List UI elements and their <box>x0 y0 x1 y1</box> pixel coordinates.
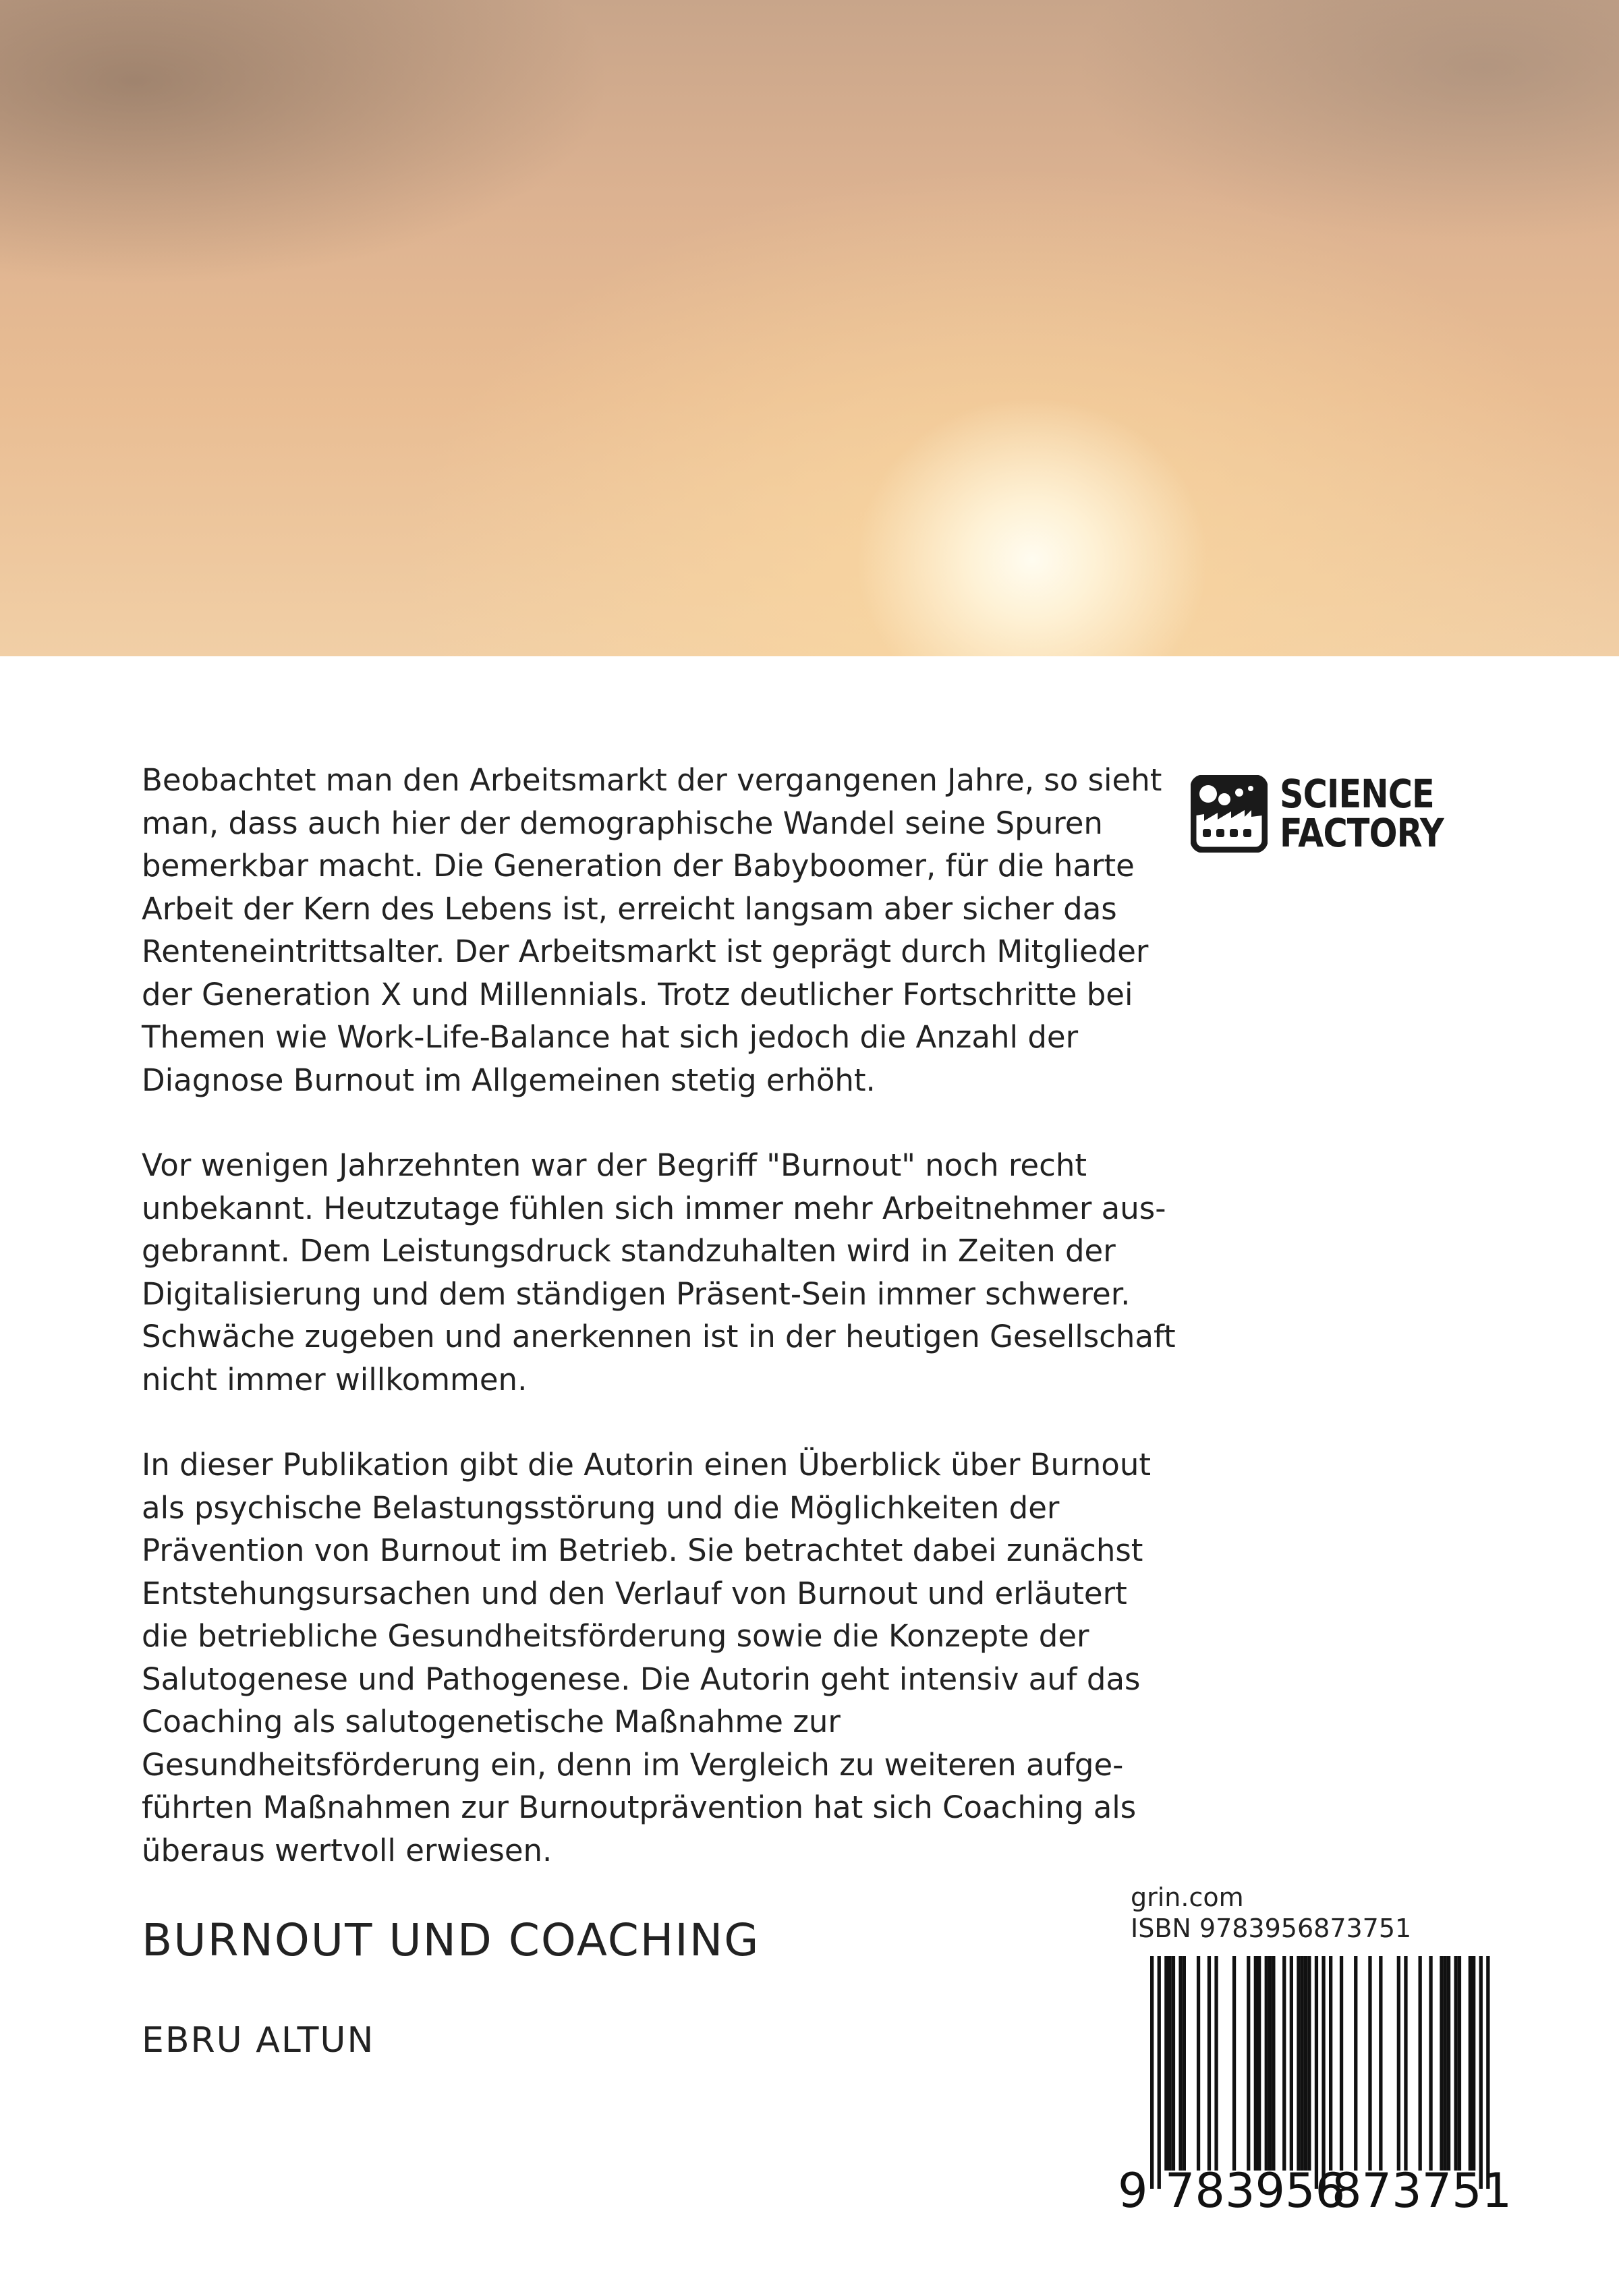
blurb-line: gebrannt. Dem Leistungsdruck standzuhalten wird in Zeiten der <box>142 1233 1116 1269</box>
blurb-line: Schwäche zugeben und anerkennen ist in der heutigen Gesellschaft <box>142 1319 1176 1354</box>
blurb-line: die betriebliche Gesundheitsförderung sowie die Konzepte der <box>142 1618 1089 1654</box>
barcode-bar <box>1168 1956 1172 2171</box>
blurb-line: der Generation X und Millennials. Trotz deutlicher Fortschritte bei <box>142 976 1133 1012</box>
blurb-line: Digitalisierung und dem ständigen Präsent-Sein immer schwerer. <box>142 1275 1131 1312</box>
barcode-bar <box>1404 1956 1407 2171</box>
barcode-bar <box>1254 1956 1257 2171</box>
barcode-bar <box>1158 1956 1161 2189</box>
barcode-bar <box>1307 1956 1311 2171</box>
blurb-line: nicht immer willkommen. <box>142 1361 528 1398</box>
barcode-bar <box>1265 1956 1268 2171</box>
logo-text-line2: FACTORY <box>1280 810 1444 856</box>
barcode-digits: 783956 <box>1164 2163 1346 2218</box>
barcode-bar <box>1397 1956 1400 2171</box>
barcode-bar <box>1447 1956 1450 2171</box>
blurb-paragraph <box>142 1144 1176 1401</box>
barcode-bar <box>1458 1956 1461 2171</box>
blurb-line: führten Maßnahmen zur Burnoutprävention hat sich Coaching als <box>142 1789 1137 1825</box>
book-title: BURNOUT UND COACHING <box>142 1914 760 1966</box>
blurb-line: Coaching als salutogenetische Maßnahme zur <box>142 1704 841 1740</box>
blurb-line: Prävention von Burnout im Betrieb. Sie betrachtet dabei zunächst <box>142 1532 1143 1568</box>
barcode-bar <box>1329 1956 1332 2171</box>
barcode-bar <box>1469 1956 1472 2171</box>
blurb-paragraph <box>142 759 1162 1101</box>
barcode-bar <box>1301 1956 1304 2171</box>
barcode-bar <box>1282 1956 1286 2171</box>
blurb-line: Beobachtet man den Arbeitsmarkt der vergangenen Jahre, so sieht <box>142 762 1162 798</box>
barcode-bar <box>1197 1956 1200 2171</box>
barcode-bar <box>1257 1956 1261 2171</box>
blurb-line: überaus wertvoll erwiesen. <box>142 1832 552 1868</box>
barcode-bar <box>1368 1956 1371 2171</box>
blurb-line: bemerkbar macht. Die Generation der Babyboomer, für die harte <box>142 848 1135 884</box>
barcode-bar <box>1444 1956 1447 2171</box>
blurb-line: Renteneintrittsalter. Der Arbeitsmarkt ist geprägt durch Mitglieder <box>142 934 1149 969</box>
author-name: EBRU ALTUN <box>142 2020 375 2061</box>
blurb-line: als psychische Belastungsstörung und die Möglichkeiten der <box>142 1489 1060 1526</box>
barcode-bar <box>1315 1956 1318 2189</box>
isbn-barcode <box>1116 1956 1521 2226</box>
barcode-bar <box>1454 1956 1458 2171</box>
blurb-line: Gesundheitsförderung ein, denn im Vergleich zu weiteren aufge- <box>142 1746 1124 1783</box>
blurb-line: Vor wenigen Jahrzehnten war der Begriff "Burnout" noch recht <box>142 1147 1087 1183</box>
barcode-digits: 9 <box>1118 2163 1148 2218</box>
barcode-bar <box>1297 1956 1300 2171</box>
barcode-bar <box>1172 1956 1175 2171</box>
barcode-bar <box>1178 1956 1182 2171</box>
blurb-line: man, dass auch hier der demographische Wandel seine Spuren <box>142 805 1103 841</box>
logo-text-line1: SCIENCE <box>1280 771 1434 817</box>
barcode-bar <box>1290 1956 1293 2171</box>
blurb-line: Arbeit der Kern des Lebens ist, erreicht langsam aber sicher das <box>142 890 1117 927</box>
blurb-line: Themen wie Work-Life-Balance hat sich jedoch die Anzahl der <box>142 1019 1079 1055</box>
barcode-bar <box>1268 1956 1272 2171</box>
barcode-bar <box>1322 1956 1325 2189</box>
blurb-line: Salutogenese und Pathogenese. Die Autorin geht intensiv auf das <box>142 1661 1141 1697</box>
barcode-bar <box>1354 1956 1357 2171</box>
blurb-line: Diagnose Burnout im Allgemeinen stetig erhöht. <box>142 1062 876 1098</box>
blurb-line: Entstehungsursachen und den Verlauf von Burnout und erläutert <box>142 1575 1127 1611</box>
blurb-text <box>142 759 1176 1914</box>
barcode-bar <box>1150 1956 1154 2189</box>
cover-photo-sunset-sky <box>0 0 1619 656</box>
isbn-label: ISBN 9783956873751 <box>1131 1914 1412 1943</box>
barcode-bar <box>1247 1956 1250 2171</box>
barcode-bar <box>1214 1956 1218 2171</box>
barcode-digits: 873751 <box>1332 2163 1512 2218</box>
website-link[interactable]: grin.com <box>1131 1883 1244 1912</box>
barcode-bar <box>1208 1956 1211 2171</box>
blurb-line: In dieser Publikation gibt die Autorin einen Überblick über Burnout <box>142 1447 1151 1483</box>
barcode-bar <box>1272 1956 1275 2171</box>
barcode-bar <box>1429 1956 1432 2171</box>
blurb-line: unbekannt. Heutzutage fühlen sich immer mehr Arbeitnehmer aus- <box>142 1190 1166 1226</box>
barcode-bar <box>1472 1956 1475 2171</box>
barcode-bar <box>1164 1956 1168 2171</box>
barcode-bar <box>1419 1956 1422 2171</box>
barcode-bar <box>1232 1956 1236 2171</box>
barcode-bar <box>1379 1956 1382 2171</box>
publisher-info <box>1131 1882 1411 1944</box>
factory-icon <box>1191 775 1268 853</box>
barcode-bar <box>1183 1956 1186 2171</box>
barcode-bar <box>1304 1956 1307 2171</box>
barcode-bar <box>1479 1956 1483 2189</box>
blurb-paragraph <box>142 1443 1154 1872</box>
barcode-bar <box>1340 1956 1343 2171</box>
science-factory-logo <box>1191 771 1473 856</box>
barcode-bar <box>1440 1956 1443 2171</box>
barcode-bar <box>1486 1956 1489 2189</box>
